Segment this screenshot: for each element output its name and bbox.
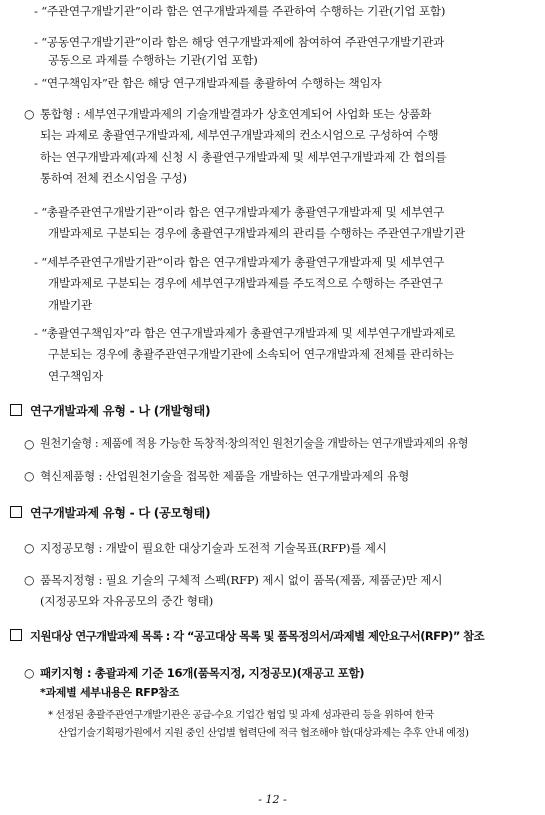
checkbox-square-icon <box>10 506 22 518</box>
heading-type-na-text: 연구개발과제 유형 - 나 (개발형태) <box>30 404 211 418</box>
definition-general-researcher-cont2: 연구책임자 <box>48 369 103 383</box>
type-da-item-designated: 지정공모형 : 개발이 필요한 대상기술과 도전적 기술목표(RFP)를 제시 <box>40 541 387 555</box>
heading-target-list <box>10 628 484 644</box>
type-na-item-innovative-product: 혁신제품형 : 산업원천기술을 접목한 제품을 개발하는 연구개발과제의 유형 <box>40 469 410 483</box>
package-type-line: 패키지형 : 총괄과제 기준 16개(품목지정, 지정공모)(재공고 포함) <box>40 666 365 680</box>
heading-target-list-text: 지원대상 연구개발과제 목록 : 각 “공고대상 목록 및 품목정의서/과제별 제안요구서(RFP)” 참조 <box>30 629 485 643</box>
circle-bullet-icon: ○ <box>24 107 35 121</box>
definition-researcher: - “연구책임자”란 함은 해당 연구개발과제를 총괄하여 수행하는 책임자 <box>34 76 382 90</box>
definition-general-lead: - “총괄주관연구개발기관”이라 함은 연구개발과제가 총괄연구개발과제 및 세부연구 <box>34 205 445 219</box>
circle-bullet-icon: ○ <box>24 469 35 483</box>
circle-bullet-icon: ○ <box>24 541 35 555</box>
definition-general-researcher-cont: 구분되는 경우에 총괄주관연구개발기관에 소속되어 연구개발과제 전체를 관리하는 <box>48 347 454 361</box>
circle-bullet-icon: ○ <box>24 573 35 587</box>
page-number: - 12 - <box>258 793 287 806</box>
definition-lead-institution: - “주관연구개발기관”이라 함은 연구개발과제를 주관하여 수행하는 기관(기업 포함) <box>34 4 446 18</box>
definition-detail-lead-cont2: 개발기관 <box>48 298 92 312</box>
integrated-type-line1: 통합형 : 세부연구개발과제의 기술개발결과가 상호연계되어 사업화 또는 상품화 <box>40 107 432 121</box>
definition-detail-lead-cont: 개발과제로 구분되는 경우에 세부연구개발과제를 주도적으로 수행하는 주관연구 <box>48 276 443 290</box>
type-da-item-product-designated: 품목지정형 : 필요 기술의 구체적 스펙(RFP) 제시 없이 품목(제품, 제품군)만 제시 <box>40 573 443 587</box>
definition-joint-institution-cont: 공동으로 과제를 수행하는 기관(기업 포함) <box>48 53 258 67</box>
circle-bullet-icon: ○ <box>24 437 35 451</box>
heading-type-da <box>10 505 210 521</box>
integrated-type-line3: 하는 연구개발과제(과제 신청 시 총괄연구개발과제 및 세부연구개발과제 간 협의를 <box>40 150 447 164</box>
heading-type-na <box>10 403 210 419</box>
checkbox-square-icon <box>10 629 22 641</box>
checkbox-square-icon <box>10 404 22 416</box>
definition-general-researcher: - “총괄연구책임자”라 함은 연구개발과제가 총괄연구개발과제 및 세부연구개발과제로 <box>34 326 456 340</box>
integrated-type-line2: 되는 과제로 총괄연구개발과제, 세부연구개발과제의 컨소시엄으로 구성하여 수행 <box>40 128 439 142</box>
circle-bullet-icon: ○ <box>24 666 35 680</box>
definition-detail-lead: - “세부주관연구개발기관”이라 함은 연구개발과제가 총괄연구개발과제 및 세부연구 <box>34 255 445 269</box>
definition-joint-institution: - “공동연구개발기관”이라 함은 해당 연구개발과제에 참여하여 주관연구개발기관과 <box>34 35 445 49</box>
heading-type-da-text: 연구개발과제 유형 - 다 (공모형태) <box>30 506 211 520</box>
integrated-type-line4: 통하여 전체 컨소시엄을 구성) <box>40 171 187 185</box>
selection-note-line2: 산업기술기획평가원에서 지원 중인 산업별 협력단에 적극 협조해야 함(대상과제는 추후 안내 예정) <box>58 728 469 739</box>
type-na-item-original-tech: 원천기술형 : 제품에 적용 가능한 독창적·창의적인 원천기술을 개발하는 연구개발과제의 유형 <box>40 437 468 450</box>
type-da-item-product-designated-cont: (지정공모와 자유공모의 중간 형태) <box>40 594 214 608</box>
selection-note-line1: * 선정된 총괄주관연구개발기관은 공급-수요 기업간 협업 및 과제 성과관리 등을 위하여 한국 <box>48 710 434 721</box>
definition-general-lead-cont: 개발과제로 구분되는 경우에 총괄연구개발과제의 관리를 수행하는 주관연구개발기관 <box>48 226 465 240</box>
rfp-reference-note: *과제별 세부내용은 RFP참조 <box>40 686 179 699</box>
